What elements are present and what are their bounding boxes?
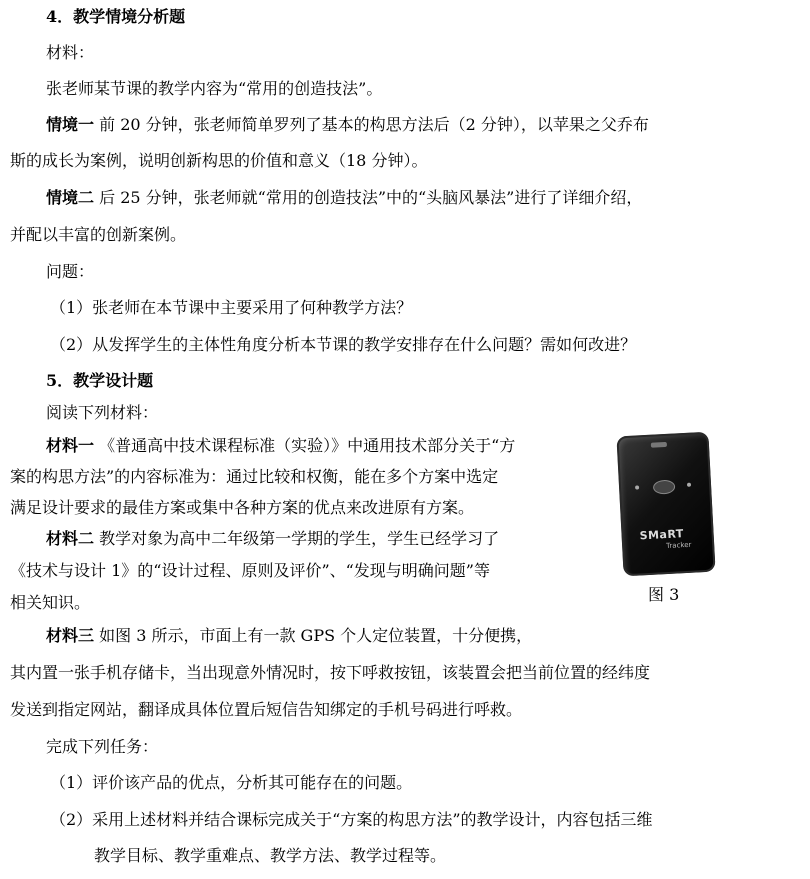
q5-material3-line3: 发送到指定网站，翻译成具体位置后短信告知绑定的手机号码进行呼救。 [10, 700, 523, 719]
q5-task-2-line2: 教学目标、教学重难点、教学方法、教学过程等。 [94, 846, 447, 865]
q4-material-label: 材料： [46, 43, 95, 62]
q5-material2-line3: 相关知识。 [10, 593, 91, 612]
q4-intro: 张老师某节课的教学内容为“常用的创造技法”。 [46, 79, 383, 98]
usb-port [651, 442, 667, 448]
q5-task-1: （1）评价该产品的优点，分析其可能存在的问题。 [50, 773, 413, 792]
q4-heading: 4．教学情境分析题 [46, 7, 186, 26]
q4-question-1: （1）张老师在本节课中主要采用了何种教学方法？ [50, 298, 413, 317]
q5-material2-line1 [46, 528, 499, 550]
indicator-dot [687, 483, 691, 487]
q5-material1-line1 [46, 435, 515, 457]
q4-question-label: 问题： [46, 262, 95, 281]
q5-material3-line2: 其内置一张手机存储卡，当出现意外情况时，按下呼救按钮，该装置会把当前位置的经纬度 [10, 663, 651, 682]
scenario1-text: 前 20 分钟，张老师简单罗列了基本的构思方法后（2 分钟），以苹果之父乔布 [94, 115, 649, 134]
q4-question-2: （2）从发挥学生的主体性角度分析本节课的教学安排存在什么问题？需如何改进？ [50, 335, 637, 354]
q5-read-label: 阅读下列材料： [46, 403, 159, 422]
material3-text: 如图 3 所示，市面上有一款 GPS 个人定位装置，十分便携， [94, 626, 533, 645]
scenario1-label: 情境一 [46, 115, 95, 134]
device-brand: SMaRT [639, 527, 685, 543]
material1-label: 材料一 [46, 436, 95, 455]
q4-scenario1-line1 [46, 114, 649, 136]
sos-button-graphic [653, 480, 676, 495]
q5-material1-line3: 满足设计要求的最佳方案或集中各种方案的优点来改进原有方案。 [10, 498, 475, 517]
q5-material2-line2: 《技术与设计 1》的“设计过程、原则及评价”、“发现与明确问题”等 [10, 561, 490, 580]
scenario2-text: 后 25 分钟，张老师就“常用的创造技法”中的“头脑风暴法”进行了详细介绍， [94, 188, 643, 207]
q5-heading: 5．教学设计题 [46, 371, 154, 390]
material1-text: 《普通高中技术课程标准（实验）》中通用技术部分关于“方 [94, 436, 516, 455]
material2-text: 教学对象为高中二年级第一学期的学生，学生已经学习了 [94, 529, 500, 548]
q5-material3-line1 [46, 625, 532, 647]
q5-task-2-line1: （2）采用上述材料并结合课标完成关于“方案的构思方法”的教学设计，内容包括三维 [50, 810, 653, 829]
figure-3-gps-device [612, 428, 722, 580]
q5-material1-line2: 案的构思方法”的内容标准为：通过比较和权衡，能在多个方案中选定 [10, 467, 499, 486]
q4-scenario2-line1 [46, 187, 642, 209]
gps-tracker-image [616, 432, 715, 577]
scenario2-label: 情境二 [46, 188, 95, 207]
material3-label: 材料三 [46, 626, 95, 645]
figure-caption: 图 3 [648, 585, 680, 604]
device-sub-label: Tracker [665, 540, 692, 551]
q5-task-label: 完成下列任务： [46, 737, 159, 756]
indicator-dot [635, 485, 639, 489]
material2-label: 材料二 [46, 529, 95, 548]
q4-scenario1-line2: 斯的成长为案例，说明创新构思的价值和意义（18 分钟）。 [10, 151, 428, 170]
q4-scenario2-line2: 并配以丰富的创新案例。 [10, 225, 187, 244]
